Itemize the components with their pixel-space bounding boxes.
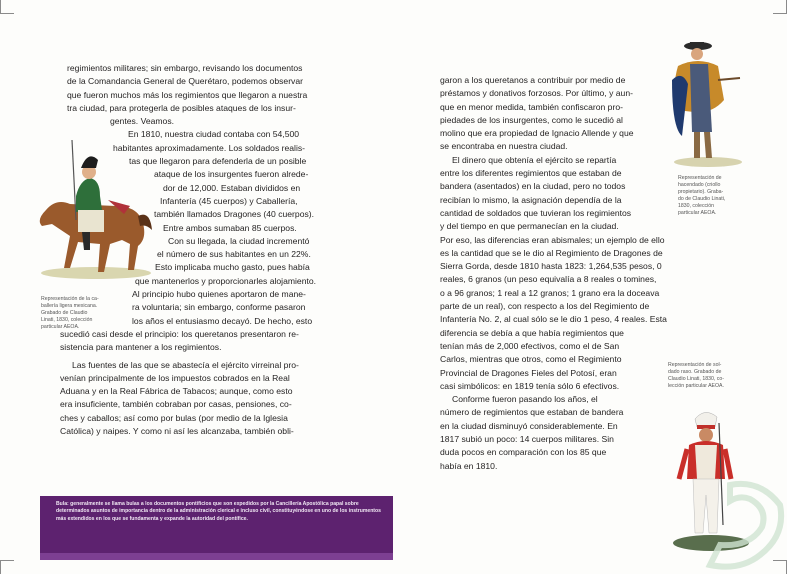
paragraph: El dinero que obtenía el ejército se repartía entre los diferentes regimientos que estaban de bandera (asentados) en la ciudad, pero no todos recibían lo mismo, la asignación dependía de la cantidad de soldados que tuvieran los regimientos y del tiempo en que permanecían en la ciudad. Por eso, las diferencias eran abismales; un ejemplo de ello es la cantidad que se le dio al Regimiento de Dragones de Sierra Gorda, desde 1810 hasta 1823: 1,264,535 pesos, 0 reales, 6 granos (un peso equivalía a 8 reales o tomines, o a 96 granos; 1 real a 12 granos; 1 grano era la doceava parte de un real), con respecto a los del Regimiento de Infantería No. 2, al cual sólo se le dio 1 peso, 4 reales. Esta diferencia se debía a que había regimientos que tenían más de 2,000 efectivos, como el de San Carlos, mientras que otros, como el Regimiento Provincial de Dragones Fieles del Potosí, eran casi simbólicos: en 1819 tenía sólo 6 efectivos.: [440, 154, 667, 391]
paragraph: En 1810, nuestra ciudad contaba con 54,500 habitantes aproximadamente. Los soldados realis- tas que llegaron para defenderla de un posible ataque de los insurgentes fueron alrede- dor de 12,000. Estaban divididos en Infantería (45 cuerpos) y Caballería, también llamados Dragones (40 cuerpos). Entre ambos sumaban 85 cuerpos.: [113, 129, 315, 233]
hacendado-illustration: [668, 40, 748, 168]
caption-dragoon: Representación de la ca- ballería ligera mexicana. Grabado de Claudio Linati, 1830, colección particular AEOA.: [41, 296, 99, 330]
watermark-shape: [700, 475, 787, 574]
bula-footnote-box: [40, 496, 393, 560]
crop-mark: [0, 560, 1, 574]
bula-accent-strip: [40, 553, 393, 560]
crop-mark: [0, 13, 14, 14]
paragraph: Con su llegada, la ciudad incrementó el número de sus habitantes en un 22%. Esto implicaba mucho gasto, pues había que mantenerlos y proporcionarles alojamiento. Al principio hubo quienes aportaron de mane- ra voluntaria; sin embargo, conforme pasaron los años el entusiasmo decayó. De hecho, esto sucedió casi desde el principio: los queretanos presentaron re- sistencia para mantener a los regimientos.: [60, 235, 317, 353]
paragraph: Las fuentes de las que se abastecía el ejército virreinal pro- venían principalmente de los impuestos cobrados en la Real Aduana y en la Real Fábrica de Tabacos; aunque, como esto era insuficiente, también cobraban por casas, pensiones, co- ches y caballos; así como por bulas (por medio de la Iglesia Católica) y naipes. Y como ni así les alcanzaba, también obli-: [60, 359, 299, 437]
paragraph: regimientos militares; sin embargo, revisando los documentos de la Comandancia General de Querétaro, podemos observar que fueron muchos más los regimientos que llegaron a nuestra tra ciudad, para protegerla de posibles ataques de los insur- gentes. Veamos.: [67, 63, 308, 127]
crop-mark: [0, 0, 1, 14]
dragoon-illustration: [26, 140, 156, 285]
paragraph: garon a los queretanos a contribuir por medio de préstamos y donativos forzosos. Por último, y aun- que en menor medida, también confiscaron pro- piedades de los insurgentes, como le sucedió al molino que era propiedad de Ignacio Allende y que se encontraba en nuestra ciudad.: [440, 75, 634, 152]
caption-hacendado: Representación de hacendado (criollo propietario). Graba- do de Claudio Linati, 1830, colección particular AEOA.: [678, 175, 726, 216]
paragraph: Conforme fueron pasando los años, el número de regimientos que estaban de bandera en la ciudad disminuyó considerablemente. En 1817 subió un poco: 14 cuerpos militares. Sin duda pocos en comparación con los 85 que había en 1810.: [440, 394, 624, 471]
crop-mark: [773, 13, 787, 14]
bula-footnote-text: Bula: generalmente se llama bulas a los documentos pontificios que son expedidos por la Cancillería Apostólica papal sobre determinados asuntos de importancia dentro de la administración clerical e incluso civil, constituyéndose en uno de los instrumentos más extendidos en los que se fundamenta y expande la autoridad del pontífice.: [56, 501, 381, 522]
crop-mark: [0, 560, 14, 561]
caption-soldado: Representación de sol- dado raso. Grabado de Claudio Linati, 1830, co- lección particular AEOA.: [668, 362, 724, 389]
